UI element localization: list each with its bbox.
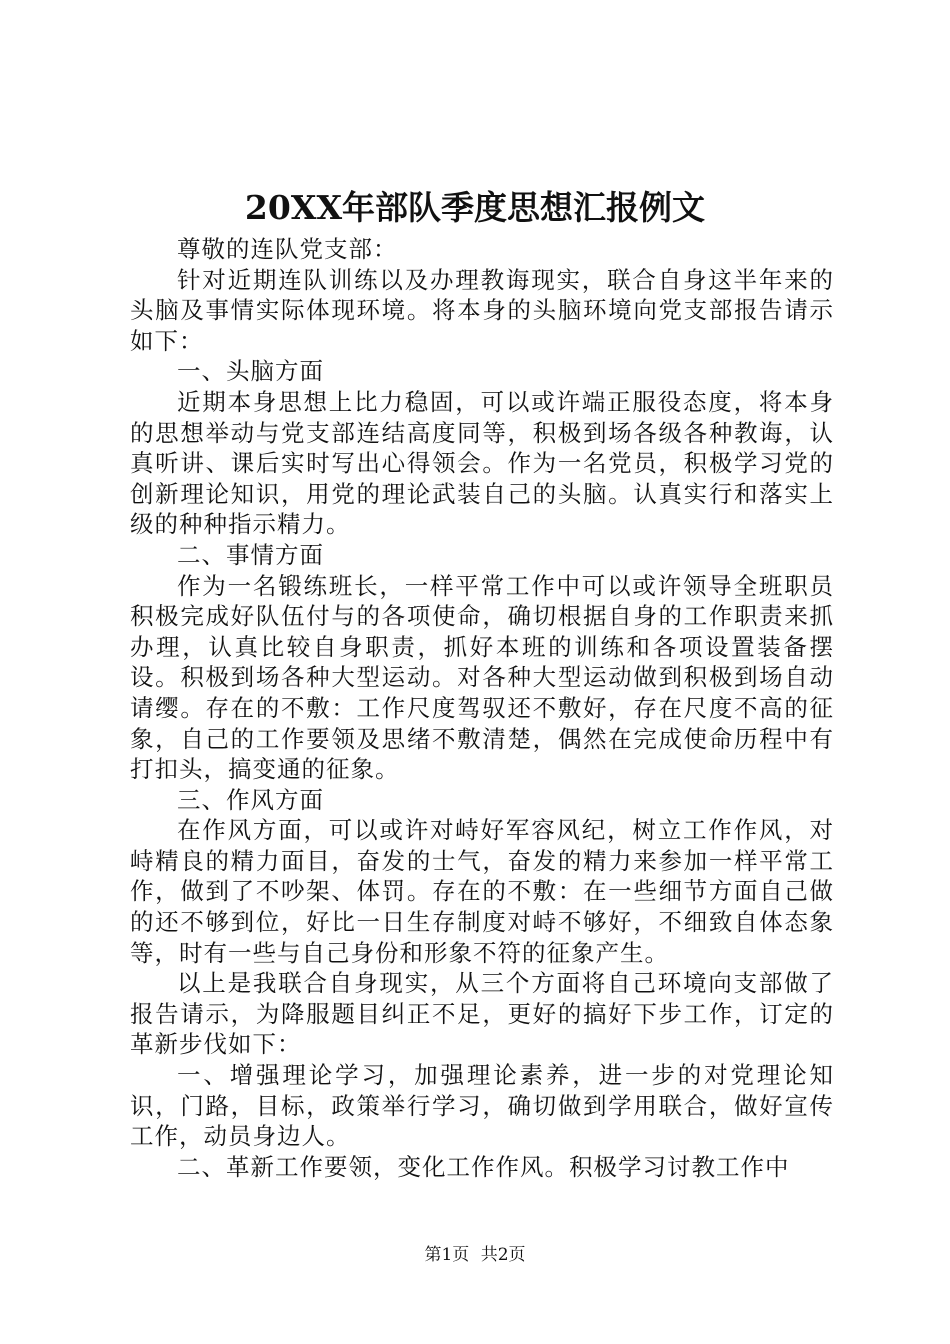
- page-total: 共2页: [480, 1245, 526, 1265]
- document-title: 20XX年部队季度思想汇报例文: [244, 188, 706, 227]
- page-footer: [0, 1243, 950, 1267]
- paragraph-thought: 近期本身思想上比力稳固，可以或许端正服役态度，将本身的思想举动与党支部连结高度同等，积极到场各级各种教诲，认真听讲、课后实时写出心得领会。作为一名党员，积极学习党的创新理论知识，用党的理论武装自己的头脑。认真实行和落实上级的种种指示精力。: [130, 387, 834, 539]
- paragraph-style: 在作风方面，可以或许对峙好军容风纪，树立工作作风，对峙精良的精力面目，奋发的士气，奋发的精力来参加一样平常工作，做到了不吵架、体罚。存在的不敷：在一些细节方面自己做的还不够到位，好比一日生存制度对峙不够好，不细致自体态象等，时有一些与自己身份和形象不符的征象产生。: [130, 816, 834, 967]
- section-heading-work: 二、事情方面: [177, 540, 324, 569]
- section-heading-style: 三、作风方面: [177, 785, 324, 814]
- paragraph-measure-2: 二、革新工作要领，变化工作作风。积极学习讨教工作中: [177, 1152, 790, 1181]
- paragraph-work: 作为一名锻练班长，一样平常工作中可以或许领导全班职员积极完成好队伍付与的各项使命，确切根据自身的工作职责来抓办理，认真比较自身职责，抓好本班的训练和各项设置装备摆设。积极到场各种大型运动。对各种大型运动做到积极到场自动请缨。存在的不敷：工作尺度驾驭还不敷好，存在尺度不高的征象，自己的工作要领及思绪不敷清楚，偶然在完成使命历程中有打扣头，搞变通的征象。: [130, 571, 834, 784]
- page-number: 第1页: [424, 1245, 470, 1265]
- paragraph-summary: 以上是我联合自身现实，从三个方面将自己环境向支部做了报告请示，为降服题目纠正不足，更好的搞好下步工作，订定的革新步伐如下：: [130, 969, 834, 1059]
- paragraph-intro: 针对近期连队训练以及办理教诲现实，联合自身这半年来的头脑及事情实际体现环境。将本身的头脑环境向党支部报告请示如下：: [130, 265, 834, 355]
- paragraph-measure-1: 一、增强理论学习，加强理论素养，进一步的对党理论知识，门路，目标，政策举行学习，确切做到学用联合，做好宣传工作，动员身边人。: [130, 1061, 834, 1151]
- section-heading-thought: 一、头脑方面: [177, 357, 324, 386]
- salutation: 尊敬的连队党支部：: [177, 235, 398, 263]
- document-body: [130, 234, 834, 1182]
